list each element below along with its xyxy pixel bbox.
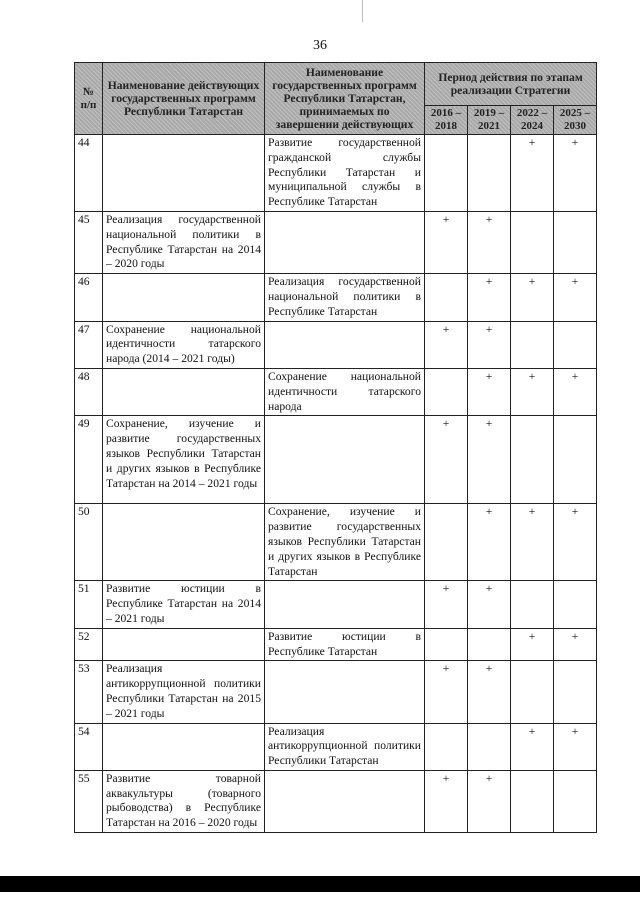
mark-2022-2024 — [511, 581, 554, 628]
page-number: 36 — [313, 38, 327, 53]
mark-2019-2021: + — [468, 368, 511, 415]
new-program-name — [265, 770, 425, 832]
mark-2016-2018: + — [425, 581, 468, 628]
table-row — [75, 770, 597, 832]
mark-2016-2018 — [425, 368, 468, 415]
mark-2025-2030 — [554, 770, 597, 832]
mark-2019-2021: + — [468, 274, 511, 321]
new-program-name — [265, 211, 425, 273]
mark-2022-2024: + — [511, 274, 554, 321]
mark-2016-2018 — [425, 274, 468, 321]
row-number: 45 — [75, 211, 103, 273]
mark-2016-2018 — [425, 135, 468, 212]
row-number: 44 — [75, 135, 103, 212]
mark-2016-2018 — [425, 723, 468, 770]
mark-2022-2024 — [511, 661, 554, 723]
table-row — [75, 416, 597, 504]
mark-2016-2018 — [425, 628, 468, 661]
mark-2016-2018: + — [425, 770, 468, 832]
current-program-name: Сохранение, изучение и развитие государственных языков Республики Татарстан и других языков в Республике Татарстан на 2014 – 2021 годы — [103, 416, 265, 504]
current-program-name: Реализация антикоррупционной политики Республики Татарстан на 2015 – 2021 годы — [103, 661, 265, 723]
mark-2025-2030 — [554, 211, 597, 273]
header-year-2019-2021: 2019 – 2021 — [468, 106, 511, 135]
mark-2025-2030 — [554, 661, 597, 723]
current-program-name — [103, 723, 265, 770]
mark-2022-2024: + — [511, 628, 554, 661]
new-program-name — [265, 416, 425, 504]
mark-2019-2021: + — [468, 416, 511, 504]
table-body — [75, 135, 597, 833]
mark-2016-2018: + — [425, 211, 468, 273]
new-program-name: Сохранение, изучение и развитие государственных языков Республики Татарстан и других языков в Республике Татарстан — [265, 504, 425, 581]
mark-2025-2030 — [554, 416, 597, 504]
header-new-programs: Наименование государственных программ Республики Татарстан, принимаемых по завершении действующих — [265, 63, 425, 135]
mark-2016-2018: + — [425, 321, 468, 368]
new-program-name — [265, 661, 425, 723]
strategy-programs-table — [74, 62, 597, 833]
header-year-2016-2018: 2016 – 2018 — [425, 106, 468, 135]
row-number: 49 — [75, 416, 103, 504]
row-number: 54 — [75, 723, 103, 770]
current-program-name: Развитие товарной аквакультуры (товарного рыбоводства) в Республике Татарстан на 2016 – 2020 годы — [103, 770, 265, 832]
mark-2022-2024: + — [511, 723, 554, 770]
mark-2025-2030: + — [554, 135, 597, 212]
new-program-name: Реализация государственной национальной политики в Республике Татарстан — [265, 274, 425, 321]
new-program-name: Развитие государственной гражданской службы Республики Татарстан и муниципальной службы в Республике Татарстан — [265, 135, 425, 212]
current-program-name — [103, 628, 265, 661]
new-program-name — [265, 321, 425, 368]
mark-2019-2021 — [468, 723, 511, 770]
mark-2019-2021 — [468, 628, 511, 661]
table-row — [75, 321, 597, 368]
row-number: 46 — [75, 274, 103, 321]
mark-2022-2024 — [511, 416, 554, 504]
mark-2022-2024: + — [511, 135, 554, 212]
binding-line — [362, 0, 363, 22]
mark-2019-2021: + — [468, 661, 511, 723]
mark-2025-2030: + — [554, 628, 597, 661]
mark-2019-2021: + — [468, 770, 511, 832]
mark-2022-2024: + — [511, 368, 554, 415]
current-program-name — [103, 504, 265, 581]
mark-2025-2030 — [554, 321, 597, 368]
row-number: 48 — [75, 368, 103, 415]
current-program-name — [103, 274, 265, 321]
row-number: 53 — [75, 661, 103, 723]
mark-2019-2021: + — [468, 321, 511, 368]
mark-2016-2018 — [425, 504, 468, 581]
header-year-2022-2024: 2022 – 2024 — [511, 106, 554, 135]
row-number: 50 — [75, 504, 103, 581]
row-number: 47 — [75, 321, 103, 368]
table-row — [75, 274, 597, 321]
table-row — [75, 368, 597, 415]
table-header — [75, 63, 597, 135]
mark-2025-2030: + — [554, 723, 597, 770]
mark-2019-2021 — [468, 135, 511, 212]
mark-2019-2021: + — [468, 504, 511, 581]
table-row — [75, 504, 597, 581]
scan-edge-bar — [0, 876, 640, 892]
mark-2022-2024 — [511, 211, 554, 273]
current-program-name: Реализация государственной национальной политики в Республике Татарстан на 2014 – 2020 годы — [103, 211, 265, 273]
mark-2025-2030 — [554, 581, 597, 628]
mark-2022-2024 — [511, 770, 554, 832]
row-number: 52 — [75, 628, 103, 661]
mark-2016-2018: + — [425, 416, 468, 504]
table-row — [75, 581, 597, 628]
mark-2016-2018: + — [425, 661, 468, 723]
mark-2019-2021: + — [468, 581, 511, 628]
new-program-name: Реализация антикоррупционной политики Республики Татарстан — [265, 723, 425, 770]
mark-2025-2030: + — [554, 368, 597, 415]
table-row — [75, 723, 597, 770]
table-row — [75, 135, 597, 212]
new-program-name: Развитие юстиции в Республике Татарстан — [265, 628, 425, 661]
table-row — [75, 628, 597, 661]
new-program-name: Сохранение национальной идентичности татарского народа — [265, 368, 425, 415]
row-number: 55 — [75, 770, 103, 832]
mark-2022-2024 — [511, 321, 554, 368]
table-row — [75, 661, 597, 723]
current-program-name — [103, 135, 265, 212]
header-period: Период действия по этапам реализации Стратегии — [425, 63, 597, 106]
mark-2019-2021: + — [468, 211, 511, 273]
current-program-name — [103, 368, 265, 415]
current-program-name: Развитие юстиции в Республике Татарстан на 2014 – 2021 годы — [103, 581, 265, 628]
header-current-programs: Наименование действующих государственных программ Республики Татарстан — [103, 63, 265, 135]
row-number: 51 — [75, 581, 103, 628]
mark-2022-2024: + — [511, 504, 554, 581]
mark-2025-2030: + — [554, 274, 597, 321]
mark-2025-2030: + — [554, 504, 597, 581]
current-program-name: Сохранение национальной идентичности татарского народа (2014 – 2021 годы) — [103, 321, 265, 368]
table-row — [75, 211, 597, 273]
header-number: № п/п — [75, 63, 103, 135]
header-year-2025-2030: 2025 – 2030 — [554, 106, 597, 135]
new-program-name — [265, 581, 425, 628]
